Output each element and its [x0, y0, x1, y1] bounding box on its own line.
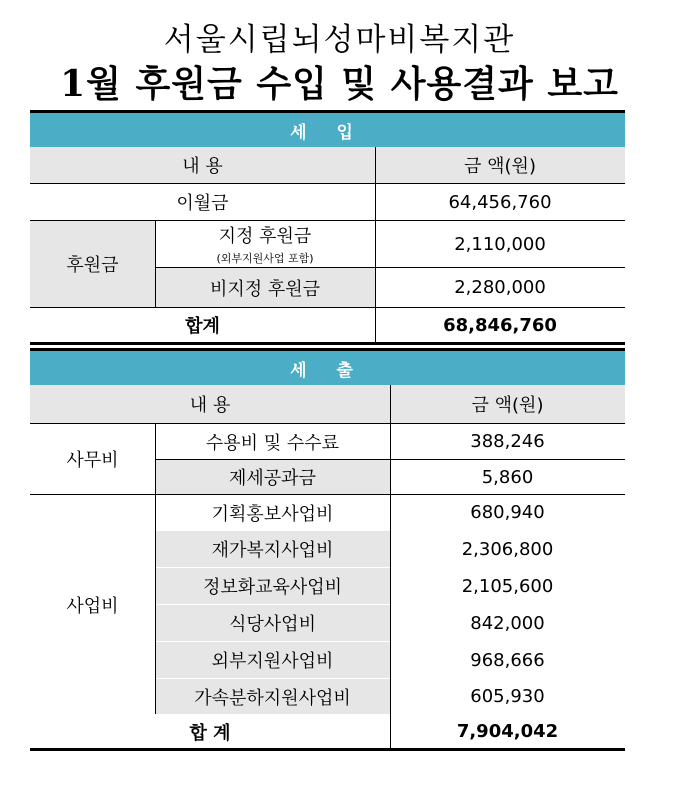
project-item-value: 680,940 [470, 502, 545, 523]
project-item-value: 2,306,800 [461, 538, 554, 560]
expense-sub-divider [155, 424, 156, 714]
office-group-label: 사무비 [66, 450, 119, 471]
project-item-label: 외부지원사업비 [155, 642, 390, 678]
expense-total-value: 7,904,042 [456, 721, 559, 742]
expense-col-content: 내 용 [30, 385, 390, 423]
expense-table [30, 348, 625, 756]
income-col-amount: 금 액(원) [375, 147, 625, 183]
project-item-value: 605,930 [470, 686, 545, 707]
office-item-label: 제세공과금 [155, 460, 390, 494]
project-item-value: 842,000 [470, 612, 545, 634]
undesignated-value: 2,280,000 [454, 277, 546, 298]
income-col-divider [375, 147, 376, 342]
expense-header: 세 출 [30, 351, 625, 385]
project-item-value: 968,666 [470, 649, 545, 671]
project-item-label: 정보화교육사업비 [155, 568, 390, 604]
designated-label-cell [155, 221, 375, 267]
office-item-value: 388,246 [470, 431, 545, 452]
income-total-label: 합계 [185, 316, 220, 337]
expense-bottom-border [30, 748, 625, 751]
project-item-value: 2,105,600 [461, 575, 554, 597]
title-organization: 서울시립뇌성마비복지관 [163, 22, 516, 58]
carryover-label: 이월금 [176, 193, 229, 214]
project-item-label: 기획홍보사업비 [211, 503, 334, 525]
income-header: 세 입 [30, 113, 625, 147]
undesignated-label: 비지정 후원금 [155, 268, 375, 307]
designated-value: 2,110,000 [454, 233, 546, 255]
designated-note: (외부지원사업 포함) [216, 252, 314, 265]
expense-col-divider [390, 385, 391, 748]
project-item-label: 재가복지사업비 [155, 531, 390, 567]
expense-col-amount: 금 액(원) [390, 385, 625, 423]
expense-total-label: 합 계 [189, 722, 231, 744]
income-total-value: 68,846,760 [443, 314, 557, 336]
income-table [30, 110, 625, 347]
income-bottom-border [30, 342, 625, 345]
project-item-label: 식당사업비 [155, 605, 390, 641]
carryover-value: 64,456,760 [448, 191, 552, 213]
title-report: 1월 후원금 수입 및 사용결과 보고 [60, 63, 619, 105]
income-sub-divider [155, 221, 156, 307]
income-col-content: 내 용 [30, 147, 375, 183]
project-item-label: 가속분하지원사업비 [155, 679, 390, 714]
project-group-label: 사업비 [66, 595, 119, 617]
office-item-value: 5,860 [481, 466, 534, 488]
donation-group-label: 후원금 [30, 221, 155, 307]
office-item-label: 수용비 및 수수료 [205, 432, 340, 454]
designated-label: 지정 후원금 [218, 226, 312, 247]
